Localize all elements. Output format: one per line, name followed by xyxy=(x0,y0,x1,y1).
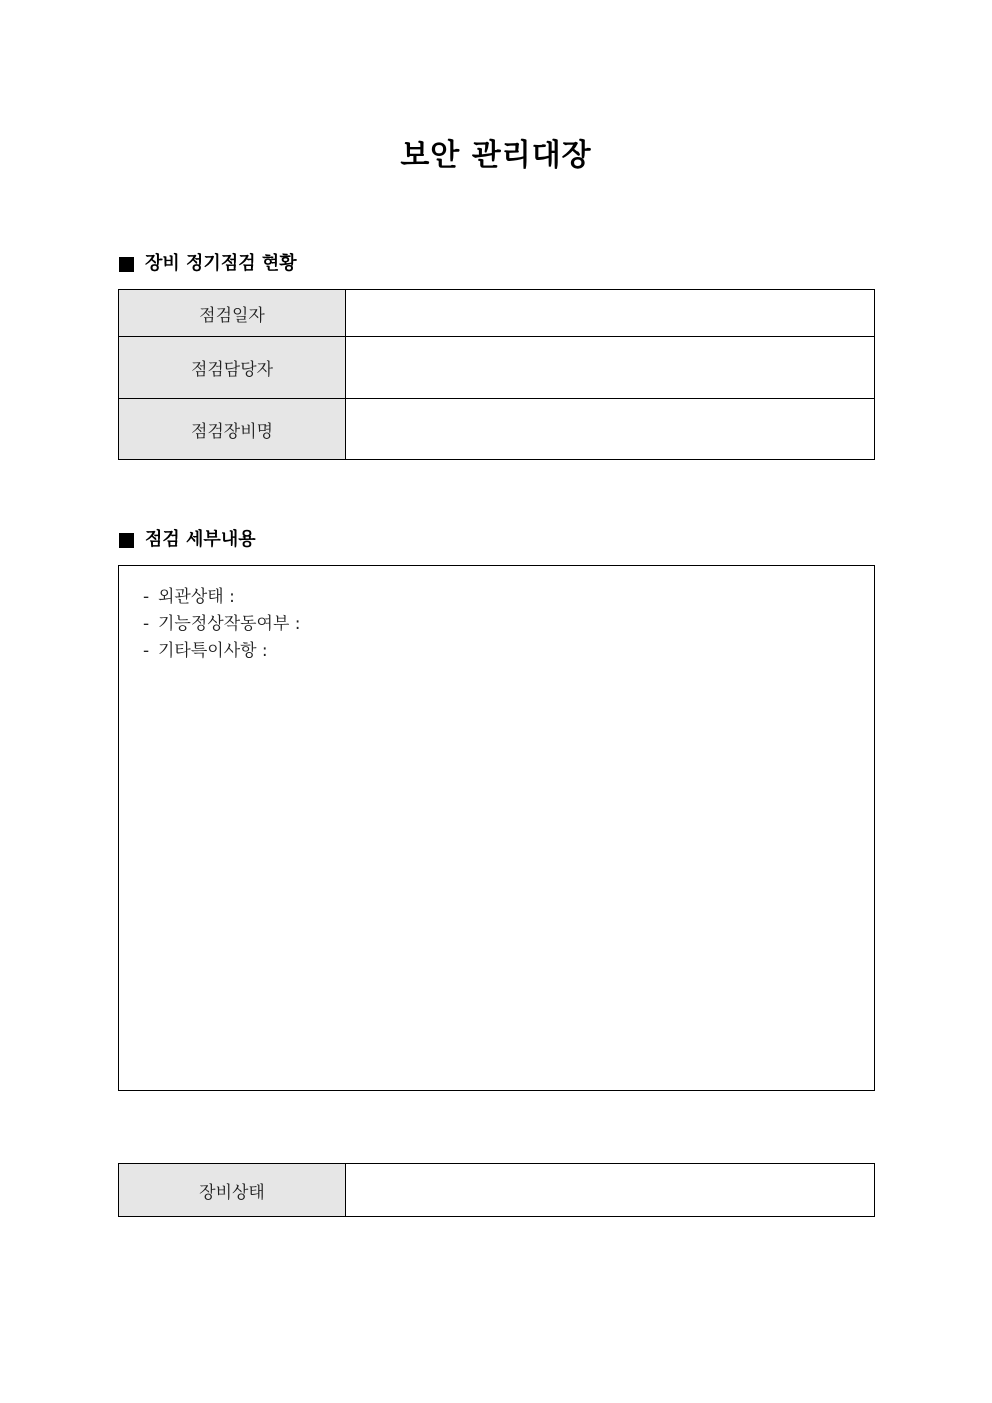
section-heading-equipment-inspection xyxy=(119,251,297,277)
equipment-name-field[interactable] xyxy=(346,399,875,460)
list-item xyxy=(143,611,874,638)
list-item xyxy=(143,584,874,611)
dash-marker: - xyxy=(143,614,150,634)
equipment-name-label: 점검장비명 xyxy=(119,399,346,460)
other-notes-text: 기타특이사항 : xyxy=(158,641,268,661)
inspector-field[interactable] xyxy=(346,337,875,399)
document-title: 보안 관리대장 xyxy=(400,138,592,173)
inspection-details-box[interactable] xyxy=(118,565,875,1091)
section-heading-inspection-details xyxy=(119,527,256,553)
dash-marker: - xyxy=(143,587,150,607)
table-row xyxy=(119,399,875,460)
inspection-details-list xyxy=(119,566,874,665)
table-row xyxy=(119,290,875,337)
equipment-status-table xyxy=(118,1163,875,1217)
table-row xyxy=(119,337,875,399)
list-item xyxy=(143,638,874,665)
square-bullet-icon xyxy=(119,257,134,272)
appearance-condition-text: 외관상태 : xyxy=(158,587,235,607)
equipment-status-field[interactable] xyxy=(346,1164,875,1217)
inspection-date-field[interactable] xyxy=(346,290,875,337)
equipment-status-label: 장비상태 xyxy=(119,1164,346,1217)
square-bullet-icon xyxy=(119,533,134,548)
section-heading-text: 점검 세부내용 xyxy=(145,529,256,550)
section-heading-text: 장비 정기점검 현황 xyxy=(145,253,297,274)
inspection-info-table xyxy=(118,289,875,460)
inspector-label: 점검담당자 xyxy=(119,337,346,399)
dash-marker: - xyxy=(143,641,150,661)
table-row xyxy=(119,1164,875,1217)
inspection-date-label: 점검일자 xyxy=(119,290,346,337)
function-check-text: 기능정상작동여부 : xyxy=(158,614,301,634)
